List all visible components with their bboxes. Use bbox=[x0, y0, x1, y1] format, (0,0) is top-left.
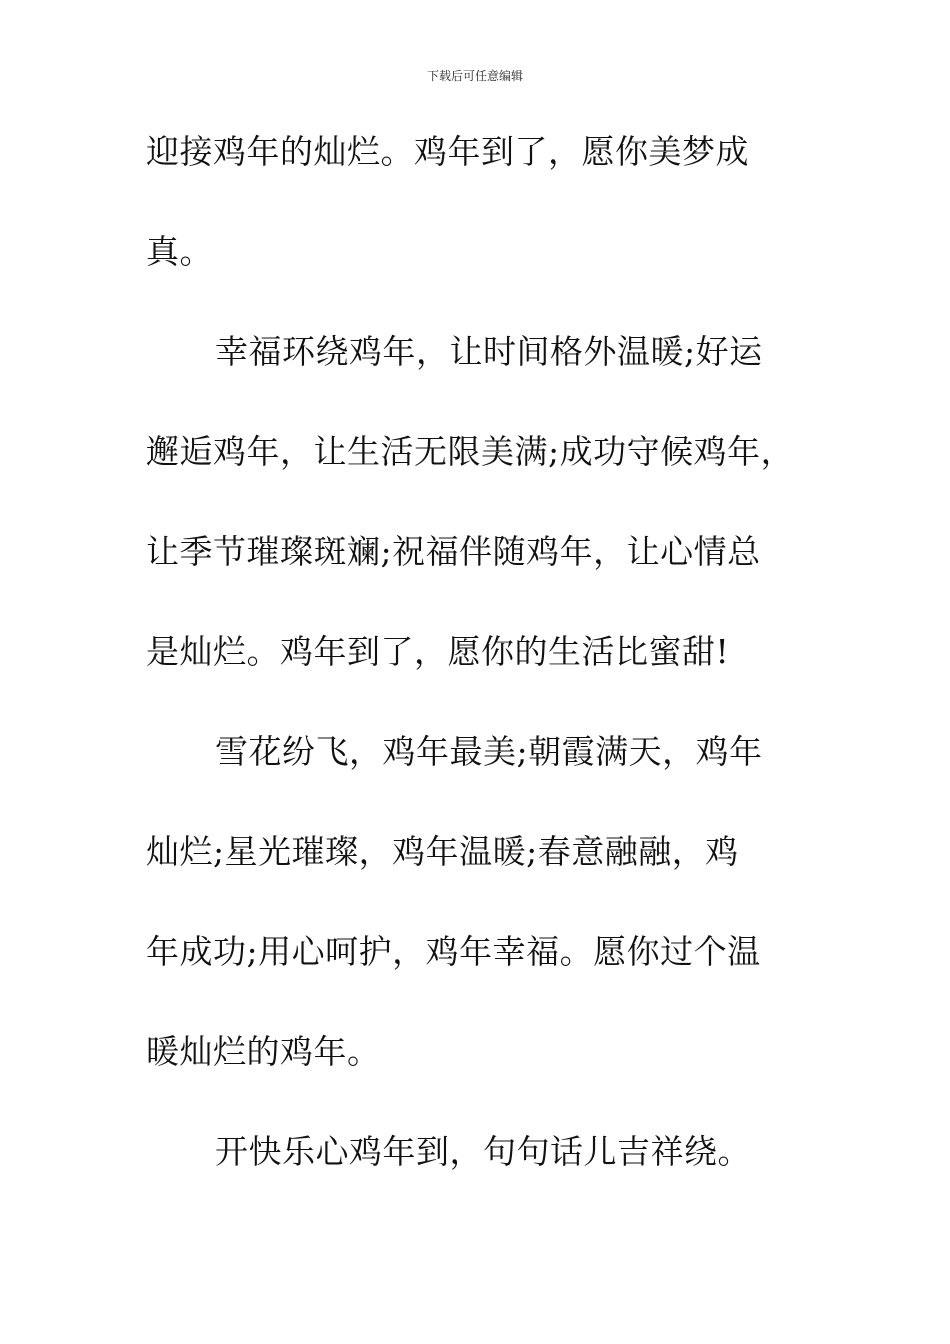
text-line-7: 雪花纷飞，鸡年最美;朝霞满天，鸡年 bbox=[215, 732, 763, 771]
text-line-4: 邂逅鸡年，让生活无限美满;成功守候鸡年， bbox=[146, 432, 795, 471]
text-line-10: 暖灿烂的鸡年。 bbox=[146, 1032, 381, 1071]
text-line-5: 让季节璀璨斑斓;祝福伴随鸡年，让心情总 bbox=[146, 532, 761, 571]
text-line-2: 真。 bbox=[146, 232, 213, 271]
page-header: 下载后可任意编辑 bbox=[426, 69, 523, 83]
text-line-11: 开快乐心鸡年到，句句话儿吉祥绕。 bbox=[215, 1132, 751, 1171]
text-line-8: 灿烂;星光璀璨，鸡年温暖;春意融融，鸡 bbox=[146, 832, 739, 871]
text-line-9: 年成功;用心呵护，鸡年幸福。愿你过个温 bbox=[146, 932, 761, 971]
text-line-6: 是灿烂。鸡年到了，愿你的生活比蜜甜! bbox=[146, 632, 730, 671]
text-line-3: 幸福环绕鸡年，让时间格外温暖;好运 bbox=[215, 332, 763, 371]
text-line-1: 迎接鸡年的灿烂。鸡年到了，愿你美梦成 bbox=[146, 132, 749, 171]
